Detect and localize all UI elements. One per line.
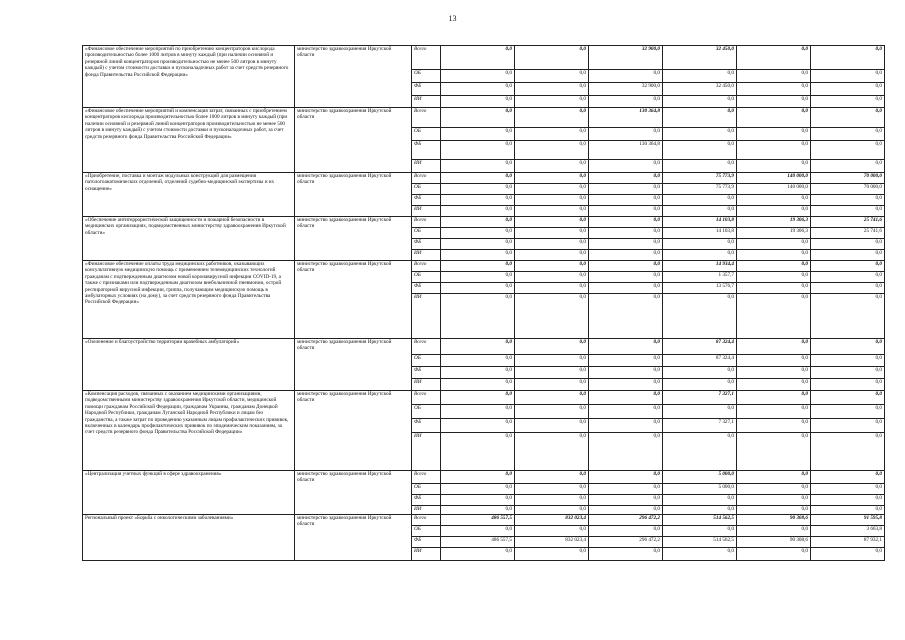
amount-cell: 0,0 — [663, 506, 737, 515]
responsible-executor: министерство здравоохранения Иркутской области — [295, 217, 412, 261]
amount-cell: 0,0 — [811, 206, 885, 217]
amount-cell: 3 663,8 — [811, 526, 885, 537]
amount-cell: 0,0 — [515, 217, 589, 228]
amount-cell: 0,0 — [441, 96, 515, 108]
amount-cell: 0,0 — [811, 548, 885, 561]
amount-cell: 0,0 — [737, 83, 811, 96]
funding-source: Всего — [412, 339, 441, 355]
amount-cell: 0,0 — [515, 70, 589, 83]
funding-source: ИИ — [412, 96, 441, 108]
amount-cell: 0,0 — [515, 272, 589, 283]
amount-cell: 91 595,8 — [811, 515, 885, 526]
funding-source: ФБ — [412, 419, 441, 433]
amount-cell: 486 557,5 — [441, 515, 515, 526]
event-description: «Финансовое обеспечение оплаты труда медицинских работников, оказывающих консультативную медицинскую помощь с применением телемедицинских технологий гражданам с подтвержденным диагнозом новой коронавирусной инфекции COVID-19, а также с признаками или подтвержденным диагнозом внебольничной пневмонии, острой респираторной вирусной инфекции, гриппа, получающим медицинскую помощь в амбулаторных условиях (на дому), за счет средств резервного фонда Правительства Российской Федерации» — [83, 261, 295, 339]
responsible-executor: министерство здравоохранения Иркутской области — [295, 391, 412, 471]
amount-cell: 0,0 — [663, 548, 737, 561]
amount-cell: 0,0 — [441, 283, 515, 294]
funding-source: ОБ — [412, 405, 441, 419]
amount-cell: 0,0 — [441, 405, 515, 419]
amount-cell: 0,0 — [441, 379, 515, 391]
amount-cell: 90 308,6 — [737, 515, 811, 526]
responsible-executor: министерство здравоохранения Иркутской области — [295, 515, 412, 561]
amount-cell: 0,0 — [515, 433, 589, 471]
amount-cell: 0,0 — [441, 391, 515, 405]
amount-cell: 0,0 — [441, 250, 515, 261]
amount-cell: 0,0 — [737, 339, 811, 355]
amount-cell: 0,0 — [515, 83, 589, 96]
event-description: Региональный проект «Борьба с онкологическими заболеваниями» — [83, 515, 295, 561]
amount-cell: 0,0 — [515, 250, 589, 261]
amount-cell: 0,0 — [811, 339, 885, 355]
amount-cell: 0,0 — [441, 173, 515, 184]
amount-cell: 14 103,8 — [663, 217, 737, 228]
funding-source: ФБ — [412, 83, 441, 96]
table-row — [83, 173, 885, 184]
amount-cell: 0,0 — [515, 367, 589, 379]
funding-source: ИИ — [412, 206, 441, 217]
amount-cell: 140 000,0 — [737, 173, 811, 184]
amount-cell: 0,0 — [589, 206, 663, 217]
amount-cell: 0,0 — [441, 294, 515, 339]
amount-cell: 32 450,0 — [663, 83, 737, 96]
amount-cell: 5 000,0 — [663, 484, 737, 495]
amount-cell: 0,0 — [589, 419, 663, 433]
amount-cell: 0,0 — [589, 160, 663, 173]
amount-cell: 296 472,2 — [589, 537, 663, 548]
amount-cell: 7 327,1 — [663, 391, 737, 405]
amount-cell: 0,0 — [737, 526, 811, 537]
amount-cell: 0,0 — [737, 141, 811, 160]
amount-cell: 0,0 — [663, 294, 737, 339]
amount-cell: 0,0 — [811, 484, 885, 495]
amount-cell: 0,0 — [441, 195, 515, 206]
amount-cell: 0,0 — [515, 283, 589, 294]
amount-cell: 0,0 — [811, 272, 885, 283]
amount-cell: 70 000,0 — [811, 184, 885, 195]
amount-cell: 0,0 — [737, 195, 811, 206]
funding-source: ОБ — [412, 272, 441, 283]
amount-cell: 0,0 — [811, 239, 885, 250]
funding-source: ФБ — [412, 367, 441, 379]
amount-cell: 0,0 — [737, 250, 811, 261]
amount-cell: 0,0 — [441, 261, 515, 272]
event-description: «Приобретение, поставка и монтаж модульных конструкций для размещения патологоанатомических отделений, отделений судебно-медицинской экспертизы и их оснащение» — [83, 173, 295, 217]
amount-cell: 0,0 — [589, 391, 663, 405]
funding-table-body — [83, 46, 885, 561]
amount-cell: 0,0 — [737, 379, 811, 391]
amount-cell: 0,0 — [589, 217, 663, 228]
amount-cell: 0,0 — [811, 495, 885, 506]
funding-source: ОБ — [412, 70, 441, 83]
funding-source: ОБ — [412, 128, 441, 141]
amount-cell: 0,0 — [441, 433, 515, 471]
amount-cell: 0,0 — [515, 239, 589, 250]
amount-cell: 0,0 — [441, 128, 515, 141]
amount-cell: 0,0 — [737, 471, 811, 484]
amount-cell: 0,0 — [515, 184, 589, 195]
table-row — [83, 261, 885, 272]
amount-cell: 832 023,4 — [515, 537, 589, 548]
amount-cell: 0,0 — [663, 495, 737, 506]
amount-cell: 0,0 — [737, 433, 811, 471]
funding-source: ФБ — [412, 239, 441, 250]
amount-cell: 0,0 — [737, 239, 811, 250]
responsible-executor: министерство здравоохранения Иркутской области — [295, 46, 412, 108]
amount-cell: 0,0 — [441, 339, 515, 355]
amount-cell: 0,0 — [737, 160, 811, 173]
amount-cell: 0,0 — [663, 195, 737, 206]
amount-cell: 0,0 — [515, 173, 589, 184]
amount-cell: 0,0 — [515, 160, 589, 173]
amount-cell: 0,0 — [811, 160, 885, 173]
amount-cell: 0,0 — [811, 108, 885, 128]
amount-cell: 0,0 — [441, 108, 515, 128]
event-description: «Компенсация расходов, связанных с оказанием медицинскими организациями, подведомственными министерству здравоохранения Иркутской области, медицинской помощи гражданам Российской Федерации, гражданам Украины, гражданам Донецкой Народной Республики, гражданам Луганской Народной Республики и лицам без гражданства, а также затрат по проведению указанным лицам профилактических прививок, включенных в календарь профилактических прививок по эпидемическим показаниям, за счет средств резервного фонда Правительства Российской Федерации» — [83, 391, 295, 471]
amount-cell: 32 450,0 — [663, 46, 737, 70]
amount-cell: 0,0 — [811, 471, 885, 484]
funding-source: ИИ — [412, 506, 441, 515]
amount-cell: 0,0 — [811, 294, 885, 339]
amount-cell: 0,0 — [589, 250, 663, 261]
amount-cell: 0,0 — [737, 108, 811, 128]
amount-cell: 0,0 — [515, 526, 589, 537]
amount-cell: 0,0 — [589, 471, 663, 484]
amount-cell: 0,0 — [589, 239, 663, 250]
funding-source: ИИ — [412, 250, 441, 261]
amount-cell: 25 741,6 — [811, 228, 885, 239]
amount-cell: 13 576,7 — [663, 283, 737, 294]
funding-source: Всего — [412, 46, 441, 70]
amount-cell: 90 308,6 — [737, 537, 811, 548]
funding-source: Всего — [412, 391, 441, 405]
amount-cell: 87 324,4 — [663, 339, 737, 355]
funding-source: Всего — [412, 217, 441, 228]
amount-cell: 0,0 — [663, 128, 737, 141]
amount-cell: 0,0 — [737, 391, 811, 405]
amount-cell: 0,0 — [441, 206, 515, 217]
amount-cell: 0,0 — [589, 261, 663, 272]
amount-cell: 0,0 — [515, 391, 589, 405]
funding-source: Всего — [412, 515, 441, 526]
amount-cell: 0,0 — [737, 367, 811, 379]
amount-cell: 32 900,0 — [589, 46, 663, 70]
table-row — [83, 515, 885, 526]
funding-source: ОБ — [412, 184, 441, 195]
funding-source: Всего — [412, 173, 441, 184]
amount-cell: 0,0 — [737, 206, 811, 217]
amount-cell: 0,0 — [663, 206, 737, 217]
amount-cell: 0,0 — [811, 70, 885, 83]
amount-cell: 0,0 — [737, 283, 811, 294]
amount-cell: 0,0 — [589, 379, 663, 391]
amount-cell: 0,0 — [441, 355, 515, 367]
amount-cell: 0,0 — [663, 379, 737, 391]
funding-table — [82, 45, 885, 561]
amount-cell: 5 000,0 — [663, 471, 737, 484]
amount-cell: 0,0 — [737, 96, 811, 108]
amount-cell: 0,0 — [663, 160, 737, 173]
amount-cell: 0,0 — [515, 548, 589, 561]
table-row — [83, 46, 885, 70]
amount-cell: 0,0 — [441, 419, 515, 433]
amount-cell: 0,0 — [441, 548, 515, 561]
amount-cell: 1 357,7 — [663, 272, 737, 283]
amount-cell: 0,0 — [441, 228, 515, 239]
event-description: «Обеспечение антитеррористической защищенности и пожарной безопасности в медицинских организациях, подведомственных министерству здравоохранения Иркутской области» — [83, 217, 295, 261]
amount-cell: 0,0 — [811, 96, 885, 108]
amount-cell: 0,0 — [737, 419, 811, 433]
amount-cell: 0,0 — [811, 419, 885, 433]
amount-cell: 0,0 — [441, 471, 515, 484]
funding-source: ОБ — [412, 228, 441, 239]
amount-cell: 0,0 — [737, 495, 811, 506]
event-description: «Централизация учетных функций в сфере здравоохранения» — [83, 471, 295, 515]
amount-cell: 0,0 — [441, 506, 515, 515]
amount-cell: 0,0 — [441, 495, 515, 506]
funding-source: Всего — [412, 108, 441, 128]
amount-cell: 0,0 — [663, 96, 737, 108]
amount-cell: 7 327,1 — [663, 419, 737, 433]
amount-cell: 0,0 — [811, 128, 885, 141]
amount-cell: 0,0 — [515, 471, 589, 484]
funding-source: ФБ — [412, 195, 441, 206]
funding-source: ИИ — [412, 379, 441, 391]
amount-cell: 0,0 — [515, 206, 589, 217]
funding-source: ФБ — [412, 283, 441, 294]
amount-cell: 0,0 — [737, 46, 811, 70]
amount-cell: 0,0 — [589, 405, 663, 419]
funding-source: ФБ — [412, 537, 441, 548]
amount-cell: 0,0 — [811, 283, 885, 294]
amount-cell: 0,0 — [515, 484, 589, 495]
amount-cell: 0,0 — [737, 70, 811, 83]
event-description: «Финансовое обеспечение мероприятий и компенсация затрат, связанных с приобретением концентраторов кислорода производительностью более 1000 литров в минуту каждый (при наличии основной и резервной линий концентраторов производительностью не менее 500 литров в минуту каждый) с учетом стоимости доставки и пусконаладочных работ, за счет средств резервного фонда Правительства Российской Федерации» — [83, 108, 295, 173]
amount-cell: 0,0 — [515, 108, 589, 128]
amount-cell: 0,0 — [811, 405, 885, 419]
amount-cell: 0,0 — [589, 228, 663, 239]
table-row — [83, 108, 885, 128]
amount-cell: 0,0 — [515, 379, 589, 391]
funding-source: Всего — [412, 471, 441, 484]
amount-cell: 130 364,8 — [589, 108, 663, 128]
amount-cell: 0,0 — [663, 108, 737, 128]
amount-cell: 514 562,5 — [663, 537, 737, 548]
amount-cell: 0,0 — [589, 173, 663, 184]
funding-source: ИИ — [412, 548, 441, 561]
event-description: «Финансовое обеспечение мероприятий по приобретению концентраторов кислорода производительностью более 1000 литров в минуту каждый (при наличии основной и резервной линий концентраторов производительностью не менее 500 литров в минуту каждый) с учетом стоимости доставки и пусконаладочных работ за счет средств резервного фонда Правительства Российской Федерации» — [83, 46, 295, 108]
amount-cell: 0,0 — [589, 128, 663, 141]
amount-cell: 0,0 — [663, 70, 737, 83]
amount-cell: 0,0 — [811, 391, 885, 405]
amount-cell: 0,0 — [737, 484, 811, 495]
amount-cell: 0,0 — [515, 405, 589, 419]
table-row — [83, 339, 885, 355]
amount-cell: 0,0 — [515, 46, 589, 70]
amount-cell: 0,0 — [589, 70, 663, 83]
responsible-executor: министерство здравоохранения Иркутской области — [295, 108, 412, 173]
funding-source: ФБ — [412, 141, 441, 160]
funding-source: ИИ — [412, 294, 441, 339]
amount-cell: 25 741,6 — [811, 217, 885, 228]
amount-cell: 0,0 — [589, 96, 663, 108]
funding-source: ИИ — [412, 433, 441, 471]
amount-cell: 0,0 — [515, 495, 589, 506]
amount-cell: 0,0 — [737, 261, 811, 272]
amount-cell: 0,0 — [515, 141, 589, 160]
amount-cell: 0,0 — [515, 195, 589, 206]
table-row — [83, 391, 885, 405]
amount-cell: 0,0 — [515, 128, 589, 141]
table-row — [83, 471, 885, 484]
amount-cell: 0,0 — [515, 228, 589, 239]
amount-cell: 140 000,0 — [737, 184, 811, 195]
amount-cell: 832 023,4 — [515, 515, 589, 526]
funding-source: ОБ — [412, 526, 441, 537]
amount-cell: 0,0 — [737, 294, 811, 339]
amount-cell: 14 934,4 — [663, 261, 737, 272]
amount-cell: 0,0 — [589, 195, 663, 206]
funding-source: ФБ — [412, 495, 441, 506]
funding-source: ОБ — [412, 355, 441, 367]
amount-cell: 0,0 — [589, 433, 663, 471]
amount-cell: 0,0 — [515, 96, 589, 108]
amount-cell: 0,0 — [441, 526, 515, 537]
amount-cell: 0,0 — [811, 195, 885, 206]
amount-cell: 0,0 — [589, 283, 663, 294]
amount-cell: 0,0 — [663, 239, 737, 250]
amount-cell: 296 472,2 — [589, 515, 663, 526]
page-number: 13 — [448, 14, 457, 23]
amount-cell: 87 324,4 — [663, 355, 737, 367]
event-description: «Озеленение и благоустройство территории врачебных амбулаторий» — [83, 339, 295, 391]
amount-cell: 0,0 — [515, 506, 589, 515]
responsible-executor: министерство здравоохранения Иркутской области — [295, 471, 412, 515]
amount-cell: 32 900,0 — [589, 83, 663, 96]
amount-cell: 0,0 — [811, 379, 885, 391]
amount-cell: 0,0 — [737, 405, 811, 419]
amount-cell: 0,0 — [589, 526, 663, 537]
amount-cell: 486 557,5 — [441, 537, 515, 548]
amount-cell: 0,0 — [811, 46, 885, 70]
amount-cell: 0,0 — [515, 355, 589, 367]
amount-cell: 130 364,8 — [589, 141, 663, 160]
amount-cell: 0,0 — [441, 272, 515, 283]
amount-cell: 19 306,3 — [737, 228, 811, 239]
amount-cell: 0,0 — [441, 83, 515, 96]
table-row — [83, 217, 885, 228]
amount-cell: 0,0 — [441, 239, 515, 250]
amount-cell: 0,0 — [811, 355, 885, 367]
amount-cell: 0,0 — [811, 261, 885, 272]
amount-cell: 514 562,5 — [663, 515, 737, 526]
amount-cell: 0,0 — [441, 367, 515, 379]
amount-cell: 0,0 — [737, 506, 811, 515]
amount-cell: 0,0 — [663, 141, 737, 160]
amount-cell: 0,0 — [515, 339, 589, 355]
amount-cell: 0,0 — [737, 355, 811, 367]
amount-cell: 0,0 — [663, 405, 737, 419]
amount-cell: 0,0 — [589, 355, 663, 367]
amount-cell: 0,0 — [811, 506, 885, 515]
amount-cell: 0,0 — [589, 272, 663, 283]
amount-cell: 0,0 — [441, 217, 515, 228]
amount-cell: 0,0 — [441, 184, 515, 195]
amount-cell: 0,0 — [811, 83, 885, 96]
amount-cell: 0,0 — [441, 141, 515, 160]
amount-cell: 0,0 — [811, 433, 885, 471]
amount-cell: 0,0 — [737, 272, 811, 283]
amount-cell: 0,0 — [589, 294, 663, 339]
amount-cell: 0,0 — [589, 548, 663, 561]
amount-cell: 75 773,9 — [663, 184, 737, 195]
amount-cell: 0,0 — [663, 433, 737, 471]
amount-cell: 19 306,3 — [737, 217, 811, 228]
amount-cell: 0,0 — [515, 419, 589, 433]
amount-cell: 0,0 — [811, 367, 885, 379]
amount-cell: 0,0 — [589, 484, 663, 495]
responsible-executor: министерство здравоохранения Иркутской области — [295, 339, 412, 391]
amount-cell: 70 000,0 — [811, 173, 885, 184]
funding-source: ИИ — [412, 160, 441, 173]
amount-cell: 0,0 — [441, 70, 515, 83]
amount-cell: 0,0 — [589, 339, 663, 355]
amount-cell: 0,0 — [663, 367, 737, 379]
amount-cell: 0,0 — [441, 484, 515, 495]
amount-cell: 0,0 — [441, 160, 515, 173]
amount-cell: 0,0 — [663, 526, 737, 537]
amount-cell: 0,0 — [589, 367, 663, 379]
amount-cell: 14 103,8 — [663, 228, 737, 239]
amount-cell: 87 932,1 — [811, 537, 885, 548]
amount-cell: 0,0 — [811, 250, 885, 261]
amount-cell: 0,0 — [737, 128, 811, 141]
amount-cell: 0,0 — [589, 495, 663, 506]
amount-cell: 0,0 — [515, 294, 589, 339]
amount-cell: 0,0 — [737, 548, 811, 561]
amount-cell: 0,0 — [663, 250, 737, 261]
responsible-executor: министерство здравоохранения Иркутской области — [295, 173, 412, 217]
funding-source: Всего — [412, 261, 441, 272]
amount-cell: 0,0 — [441, 46, 515, 70]
amount-cell: 0,0 — [515, 261, 589, 272]
amount-cell: 0,0 — [589, 506, 663, 515]
amount-cell: 0,0 — [589, 184, 663, 195]
funding-source: ОБ — [412, 484, 441, 495]
amount-cell: 75 773,9 — [663, 173, 737, 184]
amount-cell: 0,0 — [811, 141, 885, 160]
responsible-executor: министерство здравоохранения Иркутской области — [295, 261, 412, 339]
